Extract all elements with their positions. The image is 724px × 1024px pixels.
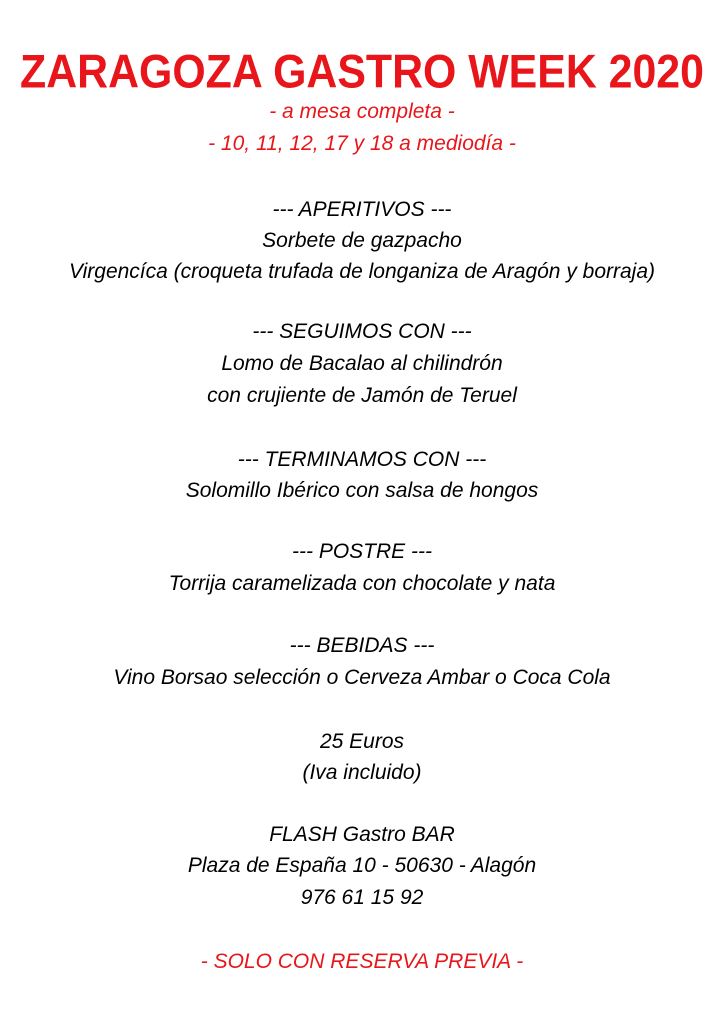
section-heading-aperitivos: --- APERITIVOS --- bbox=[272, 198, 452, 221]
menu-item: Sorbete de gazpacho bbox=[262, 229, 462, 252]
section-heading-bebidas: --- BEBIDAS --- bbox=[289, 634, 435, 657]
menu-item: Solomillo Ibérico con salsa de hongos bbox=[185, 479, 539, 502]
venue-address: Plaza de España 10 - 50630 - Alagón bbox=[187, 854, 537, 877]
section-heading-postre: --- POSTRE --- bbox=[292, 540, 432, 563]
section-heading-terminamos: --- TERMINAMOS CON --- bbox=[237, 448, 487, 471]
menu-item: Vino Borsao selección o Cerveza Ambar o Coca Cola bbox=[113, 666, 611, 689]
subtitle-dates: - 10, 11, 12, 17 y 18 a mediodía - bbox=[208, 132, 516, 155]
venue-phone: 976 61 15 92 bbox=[300, 886, 424, 909]
price-note: (Iva incluido) bbox=[302, 761, 422, 784]
subtitle-mesa-completa: - a mesa completa - bbox=[269, 100, 455, 123]
menu-item: Torrija caramelizada con chocolate y nata bbox=[168, 572, 556, 595]
menu-item: con crujiente de Jamón de Teruel bbox=[207, 384, 517, 407]
price-amount: 25 Euros bbox=[319, 730, 405, 753]
menu-item: Virgencíca (croqueta trufada de longaniza de Aragón y borraja) bbox=[68, 260, 656, 283]
page-title: ZARAGOZA GASTRO WEEK 2020 bbox=[20, 45, 704, 98]
venue-name: FLASH Gastro BAR bbox=[269, 823, 455, 846]
reservation-notice: - SOLO CON RESERVA PREVIA - bbox=[200, 950, 524, 973]
section-heading-seguimos: --- SEGUIMOS CON --- bbox=[252, 320, 472, 343]
menu-item: Lomo de Bacalao al chilindrón bbox=[221, 352, 503, 375]
